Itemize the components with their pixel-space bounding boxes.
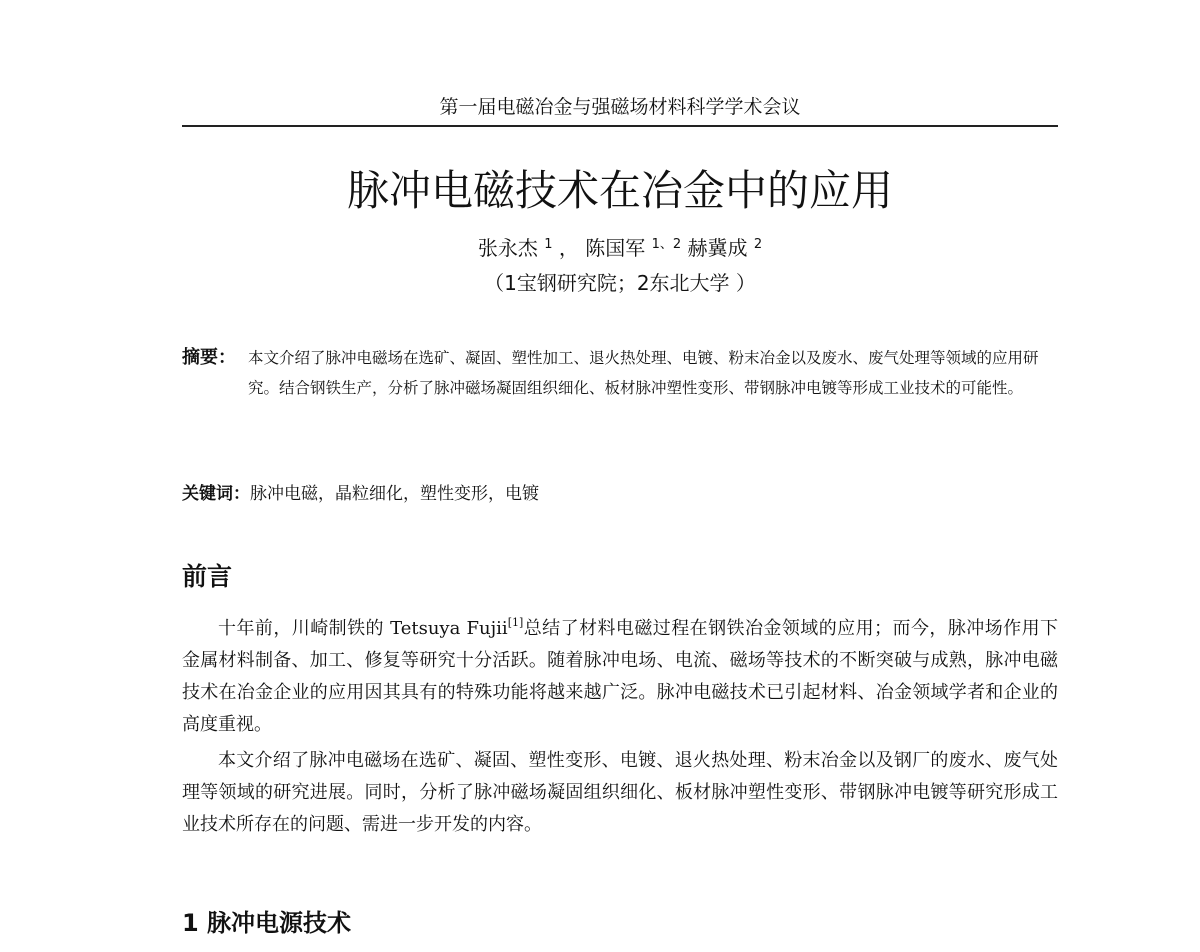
paper-title: 脉冲电磁技术在冶金中的应用 xyxy=(346,166,893,215)
author-name: 赫冀成 xyxy=(687,236,748,260)
author-affil-mark: 1 xyxy=(544,237,553,252)
abstract-text: 本文介绍了脉冲电磁场在选矿、凝固、塑性加工、退火热处理、电镀、粉末冶金以及废水、废气处理等领域的应用研究。结合钢铁生产，分析了脉冲磁场凝固组织细化、板材脉冲塑性变形、带钢脉冲电镀等形成工业技术的可能性。 xyxy=(248,349,1039,397)
abstract xyxy=(182,343,1062,403)
citation-ref: [1] xyxy=(507,616,524,629)
section-heading-intro: 前言 xyxy=(182,562,233,591)
author-name: 陈国军 xyxy=(585,236,646,260)
author-name: 张永杰 xyxy=(477,236,538,260)
author-affil-mark: 2 xyxy=(753,237,763,252)
running-header: 第一届电磁冶金与强磁场材料科学学术会议 xyxy=(439,96,801,118)
author-affil-mark: 1、2 xyxy=(651,237,682,252)
paragraph-text: 本文介绍了脉冲电磁场在选矿、凝固、塑性变形、电镀、退火热处理、粉末冶金以及钢厂的废水、废气处理等领域的研究进展。同时，分析了脉冲磁场凝固组织细化、板材脉冲塑性变形、带钢脉冲电镀等研究形成工业技术所存在的问题、需进一步开发的内容。 xyxy=(182,750,1058,835)
author-separator: ， xyxy=(558,236,579,260)
intro-paragraph-1 xyxy=(182,607,1058,741)
abstract-label: 摘要： xyxy=(182,347,236,368)
intro-paragraph-2 xyxy=(182,745,1058,841)
keywords xyxy=(182,478,1062,510)
author-line xyxy=(182,228,1058,265)
affiliation: （1宝钢研究院；2东北大学 ） xyxy=(484,271,756,295)
keywords-text: 脉冲电磁，晶粒细化，塑性变形，电镀 xyxy=(250,484,539,504)
paragraph-text: 总结了材料电磁过程在钢铁冶金领域的应用；而今，脉冲场作用下金属材料制备、加工、修复等研究十分活跃。随着脉冲电场、电流、磁场等技术的不断突破与成熟，脉冲电磁技术在冶金企业的应用因其具有的特殊功能将越来越广泛。脉冲电磁技术已引起材料、冶金领域学者和企业的高度重视。 xyxy=(182,618,1059,735)
section-heading-1: 1 脉冲电源技术 xyxy=(182,909,352,937)
header-rule xyxy=(182,125,1058,127)
keywords-label: 关键词： xyxy=(182,484,250,504)
paragraph-text: 十年前，川崎制铁的 Tetsuya Fujii xyxy=(218,618,508,639)
